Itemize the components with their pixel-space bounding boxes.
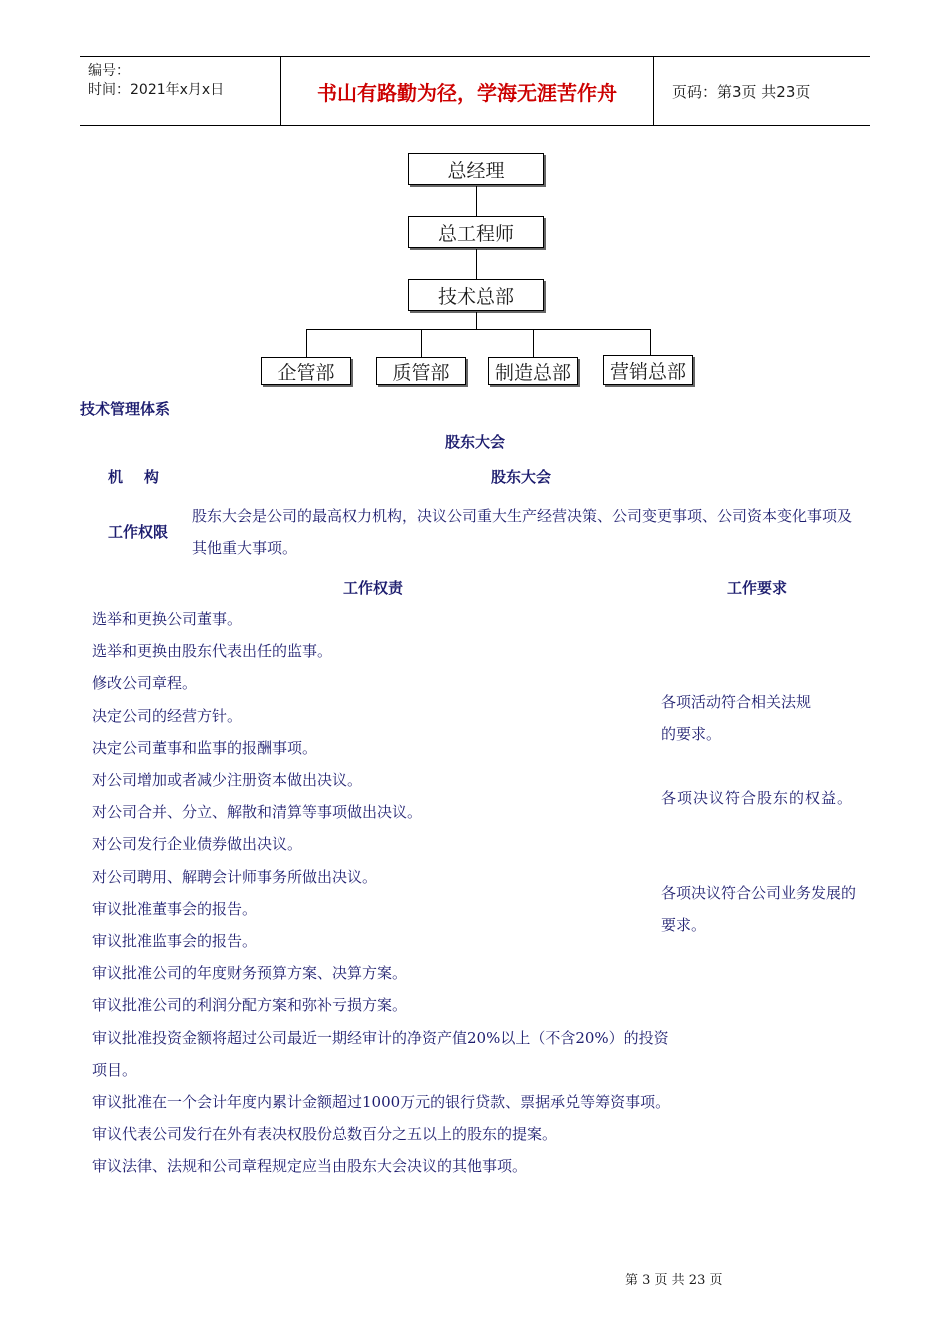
page-footer: 第 3 页 共 23 页 — [625, 1273, 723, 1288]
duty-item: 选举和更换公司董事。 — [92, 610, 243, 628]
requirement-item: 各项活动符合相关法规的要求。 — [661, 693, 812, 743]
org-branch-line — [306, 329, 650, 330]
org-connector — [476, 312, 477, 329]
authority-text: 股东大会是公司的最高权力机构，决议公司重大生产经营决策、公司变更事项、公司资本变化事项及其他重大事项。 — [192, 507, 853, 557]
org-value: 股东大会 — [491, 468, 552, 486]
duty-item: 审议批准在一个会计年度内累计金额超过1000万元的银行贷款、票据承兑等筹资事项。 — [92, 1093, 671, 1112]
duty-item: 审议代表公司发行在外有表决权股份总数百分之五以上的股东的提案。 — [92, 1125, 558, 1144]
duty-item: 审议法律、法规和公司章程规定应当由股东大会决议的其他事项。 — [92, 1157, 528, 1176]
requirements-header: 工作要求 — [727, 579, 788, 597]
duty-item: 对公司发行企业债券做出决议。 — [92, 835, 303, 854]
authority-label: 工作权限 — [108, 523, 169, 541]
requirement-item: 各项决议符合股东的权益。 — [661, 789, 854, 807]
code-label: 编号： — [88, 63, 130, 79]
org-label: 机 构 — [108, 468, 159, 486]
org-chart — [0, 0, 950, 400]
header-motto: 书山有路勤为径，学海无涯苦作舟 — [281, 57, 654, 125]
duty-item: 对公司增加或者减少注册资本做出决议。 — [92, 771, 363, 790]
org-connector — [421, 329, 422, 357]
duty-item: 审议批准投资金额将超过公司最近一期经审计的净资产值20%以上（不含20%）的投资项目。 — [92, 1028, 669, 1079]
org-node-general-manager: 总经理 — [408, 153, 544, 185]
org-node-dept: 企管部 — [261, 357, 351, 385]
org-node-dept: 制造总部 — [488, 357, 578, 385]
org-connector — [533, 329, 534, 357]
duty-item: 审议批准公司的利润分配方案和弥补亏损方案。 — [92, 996, 408, 1015]
org-node-tech-hq: 技术总部 — [408, 279, 544, 311]
section-title: 技术管理体系 — [80, 400, 171, 418]
org-node-dept: 质管部 — [376, 357, 466, 385]
subtitle: 股东大会 — [444, 433, 505, 451]
org-node-dept: 营销总部 — [603, 355, 693, 385]
duty-item: 审议批准监事会的报告。 — [92, 932, 258, 951]
org-connector — [650, 329, 651, 357]
org-connector — [476, 186, 477, 216]
duty-item: 审议批准董事会的报告。 — [92, 899, 258, 918]
duties-list — [92, 603, 672, 1183]
duty-item: 决定公司的经营方针。 — [92, 706, 243, 725]
duty-item: 审议批准公司的年度财务预算方案、决算方案。 — [92, 964, 408, 983]
page-info-text: 页码：第3页 共23页 — [672, 82, 811, 101]
duties-header: 工作权责 — [343, 579, 404, 597]
duty-item: 对公司聘用、解聘会计师事务所做出决议。 — [92, 867, 378, 886]
duty-item: 决定公司董事和监事的报酬事项。 — [92, 738, 318, 757]
date-label: 时间：2021年x月x日 — [88, 82, 225, 98]
org-connector — [306, 329, 307, 357]
duty-item: 选举和更换由股东代表出任的监事。 — [92, 642, 333, 661]
requirement-item: 各项决议符合公司业务发展的要求。 — [661, 884, 857, 934]
org-node-chief-engineer: 总工程师 — [408, 216, 544, 248]
org-connector — [476, 249, 477, 279]
duty-item: 对公司合并、分立、解散和清算等事项做出决议。 — [92, 803, 423, 822]
duty-item: 修改公司章程。 — [92, 674, 198, 693]
